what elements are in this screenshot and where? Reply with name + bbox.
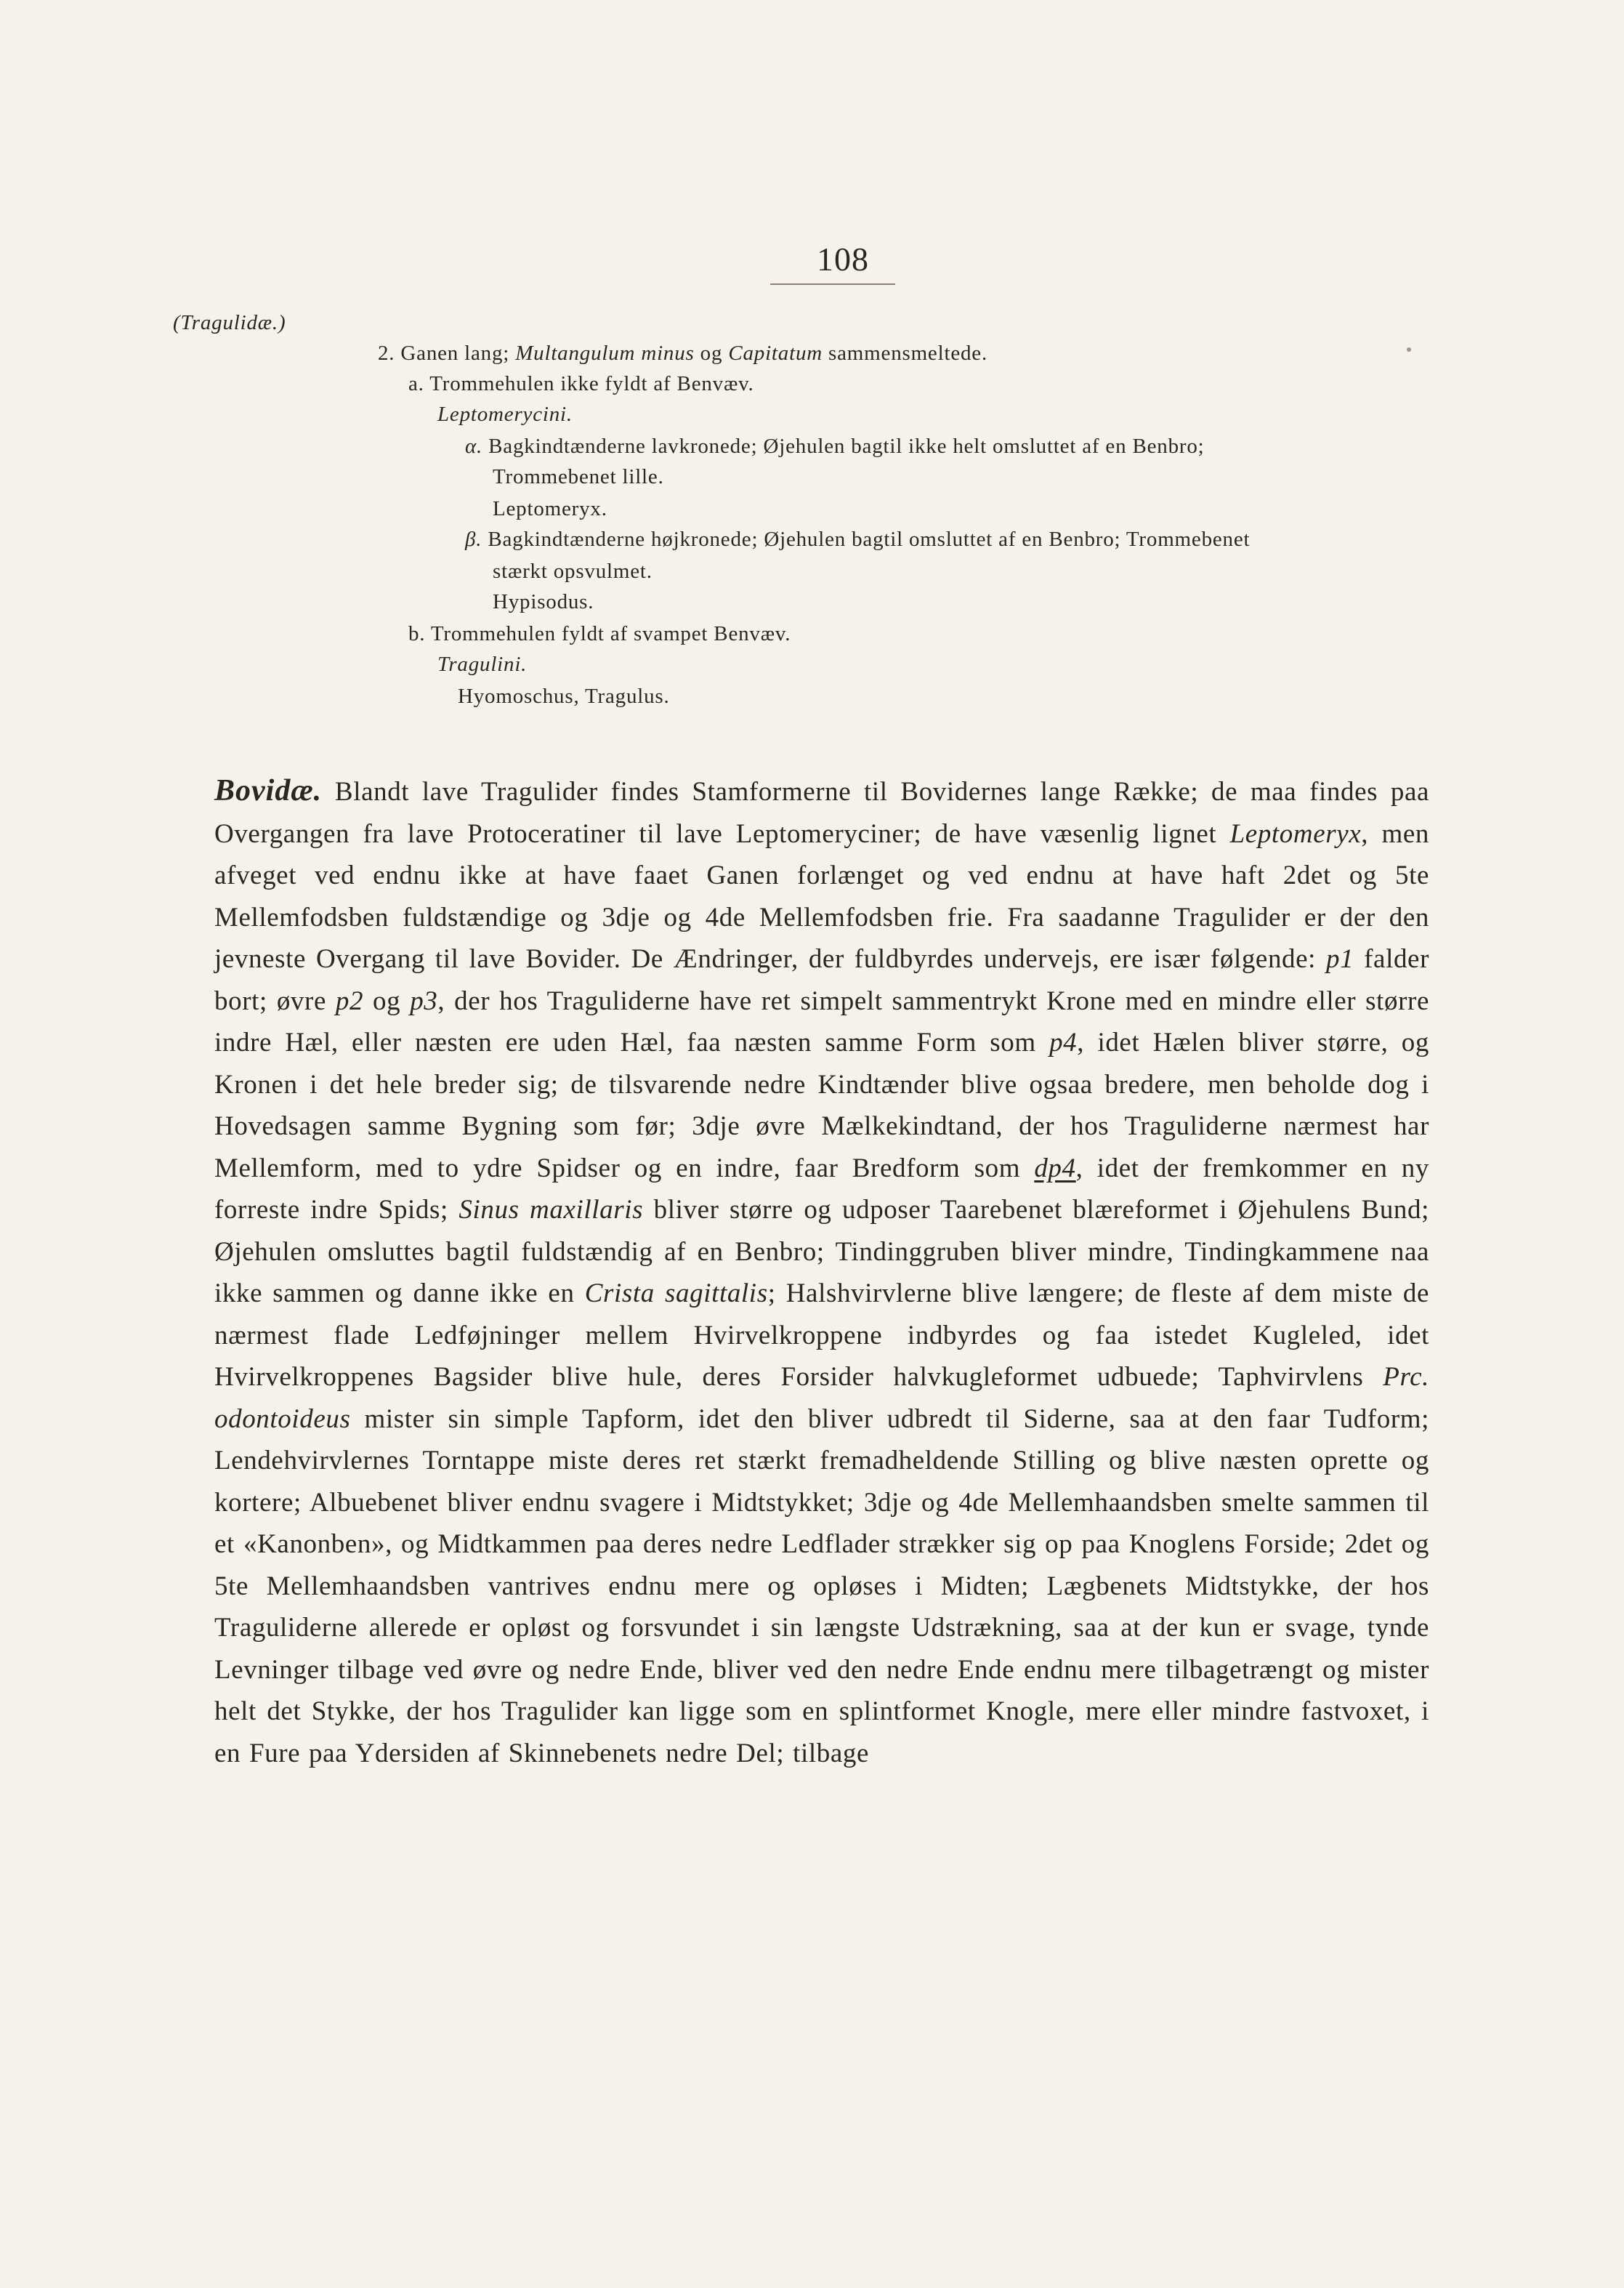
- key-item-2-number: 2.: [378, 342, 395, 365]
- term-prc-odontoideus: Prc. odontoideus: [214, 1362, 1429, 1434]
- key-item-a-text: Trommehulen ikke fyldt af Benvæv.: [429, 372, 754, 395]
- tribe-tragulini: Tragulini.: [437, 653, 528, 676]
- key-item-b-label: b.: [408, 622, 426, 645]
- key-item-alpha: [465, 432, 1204, 461]
- key-item-b-text: Trommehulen fyldt af svampet Benvæv.: [430, 622, 791, 645]
- key-item-alpha-cont: Trommebenet lille.: [493, 465, 664, 488]
- key-item-2: [378, 339, 987, 368]
- taxon-capitatum: Capitatum: [728, 342, 823, 365]
- key-item-a: [408, 369, 754, 398]
- key-item-a-label: a.: [408, 372, 424, 395]
- key-item-b: [408, 619, 791, 648]
- key-item-beta-label: β.: [465, 528, 482, 551]
- key-item-beta-cont: stærkt opsvulmet.: [493, 560, 653, 583]
- taxon-leptomeryx: Leptomeryx: [1229, 818, 1362, 849]
- key-item-2-text: Ganen lang; Multangulum minus og Capitatum sammensmeltede.: [400, 342, 988, 365]
- genera-list: Hyomoschus, Tragulus.: [458, 685, 670, 708]
- taxon-multangulum: Multangulum minus: [515, 342, 695, 365]
- tooth-p4: p4: [1049, 1028, 1078, 1058]
- tooth-dp4: dp4: [1034, 1153, 1076, 1183]
- genus-leptomeryx: Leptomeryx.: [493, 497, 607, 520]
- key-item-beta: [465, 525, 1250, 554]
- family-label: (Tragulidæ.): [173, 311, 286, 334]
- key-item-alpha-label: α.: [465, 435, 483, 458]
- tooth-p2: p2: [335, 986, 364, 1016]
- term-sinus-maxillaris: Sinus maxillaris: [458, 1195, 644, 1225]
- page-header: [785, 238, 901, 281]
- tooth-p1: p1: [1326, 944, 1354, 974]
- header-rule: [770, 283, 895, 285]
- tooth-p3: p3: [410, 986, 438, 1016]
- key-item-alpha-text: Bagkindtænderne lavkronede; Øjehulen bagtil ikke helt omsluttet af en Benbro;: [488, 435, 1205, 458]
- stray-dot: [1407, 347, 1411, 352]
- section-heading-bovidae: Bovidæ.: [214, 774, 323, 807]
- tribe-leptomerycini: Leptomerycini.: [437, 403, 573, 426]
- term-crista-sagittalis: Crista sagittalis: [584, 1278, 768, 1308]
- key-item-beta-text: Bagkindtænderne højkronede; Øjehulen bagtil omsluttet af en Benbro; Trommebenet: [488, 528, 1251, 551]
- body-paragraph: Bovidæ. Blandt lave Tragulider findes Stamformerne til Bovidernes lange Række; de maa findes paa Overgangen fra lave Protoceratiner til lave Leptomeryciner; de have væsenlig lignet Leptomeryx, men afveget ved endnu ikke at have faaet Ganen forlænget og ved endnu at have haft 2det og 5te Mellemfodsben fuldstændige og 3dje og 4de Mellemfodsben frie. Fra saadanne Tragulider er der den jevneste Overgang til lave Bovider. De Ændringer, der fuldbyrdes undervejs, ere især følgende: p1 falder bort; øvre p2 og p3, der hos Traguliderne have ret simpelt sammentrykt Krone med en mindre eller større indre Hæl, eller næsten ere uden Hæl, faa næsten samme Form som p4, idet Hælen bliver større, og Kronen i det hele breder sig; de tilsvarende nedre Kindtænder blive ogsaa bredere, men beholde dog i Hovedsagen samme Bygning som før; 3dje øvre Mælkekindtand, der hos Traguliderne nærmest har Mellemform, med to ydre Spidser og en indre, faar Bredform som dp4, idet der fremkommer en ny forreste indre Spids; Sinus maxillaris bliver større og udposer Taarebenet blæreformet i Øjehulens Bund; Øjehulen omsluttes bagtil fuldstændig af en Benbro; Tindinggruben bliver mindre, Tindingkammene naa ikke sammen og danne ikke en Crista sagittalis; Halshvirvlerne blive længere; de fleste af dem miste de nærmest flade Ledføjninger mellem Hvirvelkroppene indbyrdes og faa istedet Kugleled, idet Hvirvelkroppenes Bagsider blive hule, deres Forsider halvkugleformet udbuede; Taphvirvlens Prc. odontoideus mister sin simple Tapform, idet den bliver udbredt til Siderne, saa at den faar Tudform; Lendehvirvlernes Torntappe miste deres ret stærkt fremadheldende Stilling og blive næsten oprette og kortere; Albuebenet bliver endnu svagere i Midtstykket; 3dje og 4de Mellemhaandsben smelte sammen til et «Kanonben», og Midtkammen paa deres nedre Ledflader strækker sig op paa Knoglens Forside; 2det og 5te Mellemhaandsben vantrives endnu mere og opløses i Midten; Lægbenets Midtstykke, der hos Traguliderne allerede er opløst og forsvundet i sin længste Udstrækning, saa at der kun er svage, tynde Levninger tilbage ved øvre og nedre Ende, bliver ved den nedre Ende endnu mere tilbagetrængt og mister helt det Stykke, der hos Tragulider kan ligge som en splintformet Knogle, mere eller mindre fastvoxet, i en Fure paa Ydersiden af Skinnebenets nedre Del; tilbage: [214, 774, 1430, 1768]
- page-number: 108: [817, 241, 869, 278]
- genus-hypisodus: Hypisodus.: [493, 590, 594, 613]
